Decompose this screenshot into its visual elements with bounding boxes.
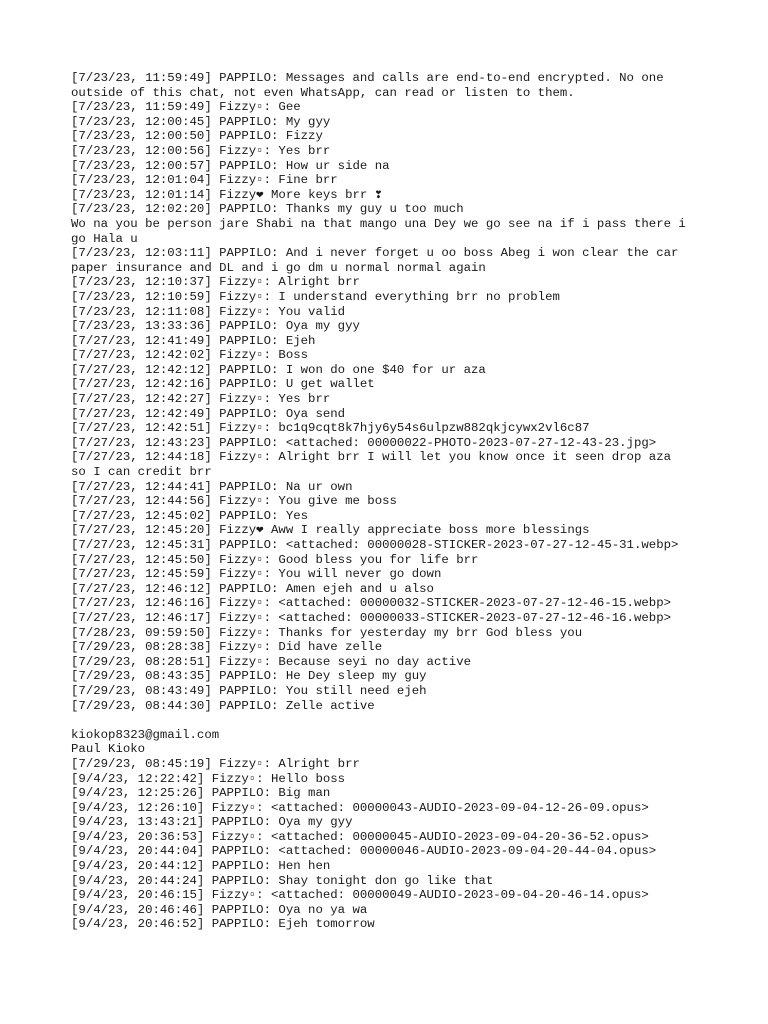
transcript-line: [7/27/23, 12:42:16] PAPPILO: U get wallet [71,377,375,392]
transcript-line: [7/27/23, 12:42:51] Fizzy▫: bc1q9cqt8k7hjy6y54s6ulpzw882qkjcywx2vl6c87 [71,421,590,436]
transcript-line: [7/27/23, 12:45:20] Fizzy❤ Aww I really appreciate boss more blessings [71,523,590,538]
transcript-line: [7/23/23, 12:10:59] Fizzy▫: I understand everything brr no problem [71,289,560,304]
transcript-line: [7/27/23, 12:44:56] Fizzy▫: You give me boss [71,494,397,509]
transcript-line: [7/29/23, 08:45:19] Fizzy▫: Alright brr [71,756,360,771]
transcript-line: outside of this chat, not even WhatsApp, can read or listen to them. [71,85,575,100]
contact-email: kiokop8323@gmail.com [71,727,220,742]
transcript-line: [7/27/23, 12:42:27] Fizzy▫: Yes brr [71,392,331,407]
transcript-line: [7/27/23, 12:43:23] PAPPILO: <attached: 00000022-PHOTO-2023-07-27-12-43-23.jpg> [71,435,657,450]
transcript-line: [7/28/23, 09:59:50] Fizzy▫: Thanks for yesterday my brr God bless you [71,625,583,640]
transcript-line: [9/4/23, 20:44:12] PAPPILO: Hen hen [71,859,331,874]
transcript-line: [9/4/23, 12:22:42] Fizzy▫: Hello boss [71,771,346,786]
transcript-line: [7/23/23, 12:00:56] Fizzy▫: Yes brr [71,143,331,158]
transcript-line: [9/4/23, 13:43:21] PAPPILO: Oya my gyy [71,815,353,830]
transcript-line: [7/23/23, 12:03:11] PAPPILO: And i never forget u oo boss Abeg i won clear the car [71,246,679,261]
transcript-line: [9/4/23, 20:36:53] Fizzy▫: <attached: 00000045-AUDIO-2023-09-04-20-36-52.opus> [71,829,649,844]
transcript-section-top [71,71,731,713]
transcript-line: [7/27/23, 12:45:31] PAPPILO: <attached: 00000028-STICKER-2023-07-27-12-45-31.webp> [71,538,679,552]
transcript-line: [9/4/23, 12:26:10] Fizzy▫: <attached: 00000043-AUDIO-2023-09-04-12-26-09.opus> [71,800,649,815]
transcript-line: [7/23/23, 12:02:20] PAPPILO: Thanks my guy u too much [71,202,464,217]
transcript-line: [7/23/23, 12:00:57] PAPPILO: How ur side na [71,158,390,173]
transcript-line: [7/27/23, 12:46:12] PAPPILO: Amen ejeh and u also [71,581,434,596]
transcript-line: [7/27/23, 12:46:17] Fizzy▫: <attached: 00000033-STICKER-2023-07-27-12-46-16.webp> [71,610,672,625]
transcript-line: [9/4/23, 20:44:24] PAPPILO: Shay tonight don go like that [71,873,494,888]
transcript-line: [7/23/23, 13:33:36] PAPPILO: Oya my gyy [71,319,360,334]
transcript-line: [7/23/23, 11:59:49] Fizzy▫: Gee [71,100,301,115]
transcript-line: [7/29/23, 08:28:51] Fizzy▫: Because seyi no day active [71,654,472,669]
transcript-line: go Hala u [71,231,138,246]
blank-line [71,713,731,728]
transcript-line: [7/27/23, 12:45:02] PAPPILO: Yes [71,508,309,523]
contact-block [71,728,731,757]
transcript-line: [7/27/23, 12:42:12] PAPPILO: I won do one $40 for ur aza [71,362,486,377]
transcript-line: [7/27/23, 12:41:49] PAPPILO: Ejeh [71,333,316,348]
transcript-line: paper insurance and DL and i go dm u normal normal again [71,260,486,275]
transcript-line: [7/23/23, 12:01:14] Fizzy❤ More keys brr ❣ [71,187,383,202]
transcript-line: [7/29/23, 08:43:35] PAPPILO: He Dey sleep my guy [71,669,427,684]
transcript-line: [7/27/23, 12:45:50] Fizzy▫: Good bless you for life brr [71,552,479,567]
transcript-line: so I can credit brr [71,465,212,480]
transcript-line: [9/4/23, 20:46:52] PAPPILO: Ejeh tomorrow [71,917,375,932]
transcript-line: [7/27/23, 12:46:16] Fizzy▫: <attached: 00000032-STICKER-2023-07-27-12-46-15.webp> [71,596,672,611]
transcript-line: [9/4/23, 20:46:15] Fizzy▫: <attached: 00000049-AUDIO-2023-09-04-20-46-14.opus> [71,888,649,903]
transcript-line: [7/27/23, 12:45:59] Fizzy▫: You will never go down [71,567,442,582]
transcript-line: [7/27/23, 12:42:49] PAPPILO: Oya send [71,406,346,421]
transcript-line: [7/27/23, 12:42:02] Fizzy▫: Boss [71,348,309,363]
transcript-line: [7/23/23, 12:00:45] PAPPILO: My gyy [71,114,331,129]
transcript-line: [9/4/23, 20:46:46] PAPPILO: Oya no ya wa [71,902,368,917]
transcript-line: [7/27/23, 12:44:18] Fizzy▫: Alright brr I will let you know once it seen drop aza [71,450,672,465]
transcript-line: [7/29/23, 08:44:30] PAPPILO: Zelle active [71,698,375,713]
contact-name: Paul Kioko [71,742,146,757]
transcript-line: [7/29/23, 08:43:49] PAPPILO: You still need ejeh [71,683,427,698]
transcript-line: [9/4/23, 12:25:26] PAPPILO: Big man [71,786,331,801]
transcript-line: [7/23/23, 12:00:50] PAPPILO: Fizzy [71,129,323,144]
transcript-line: [7/23/23, 12:10:37] Fizzy▫: Alright brr [71,275,360,290]
transcript-line: [9/4/23, 20:44:04] PAPPILO: <attached: 00000046-AUDIO-2023-09-04-20-44-04.opus> [71,844,657,859]
transcript-line: [7/23/23, 11:59:49] PAPPILO: Messages and calls are end-to-end encrypted. No one [71,71,664,85]
transcript-line: [7/23/23, 12:01:04] Fizzy▫: Fine brr [71,173,338,188]
chat-transcript [71,71,731,932]
transcript-line: [7/27/23, 12:44:41] PAPPILO: Na ur own [71,479,353,494]
transcript-line: Wo na you be person jare Shabi na that mango una Dey we go see na if i pass there i [71,216,686,231]
transcript-section-bottom [71,757,731,932]
transcript-line: [7/23/23, 12:11:08] Fizzy▫: You valid [71,304,346,319]
transcript-line: [7/29/23, 08:28:38] Fizzy▫: Did have zelle [71,640,383,655]
